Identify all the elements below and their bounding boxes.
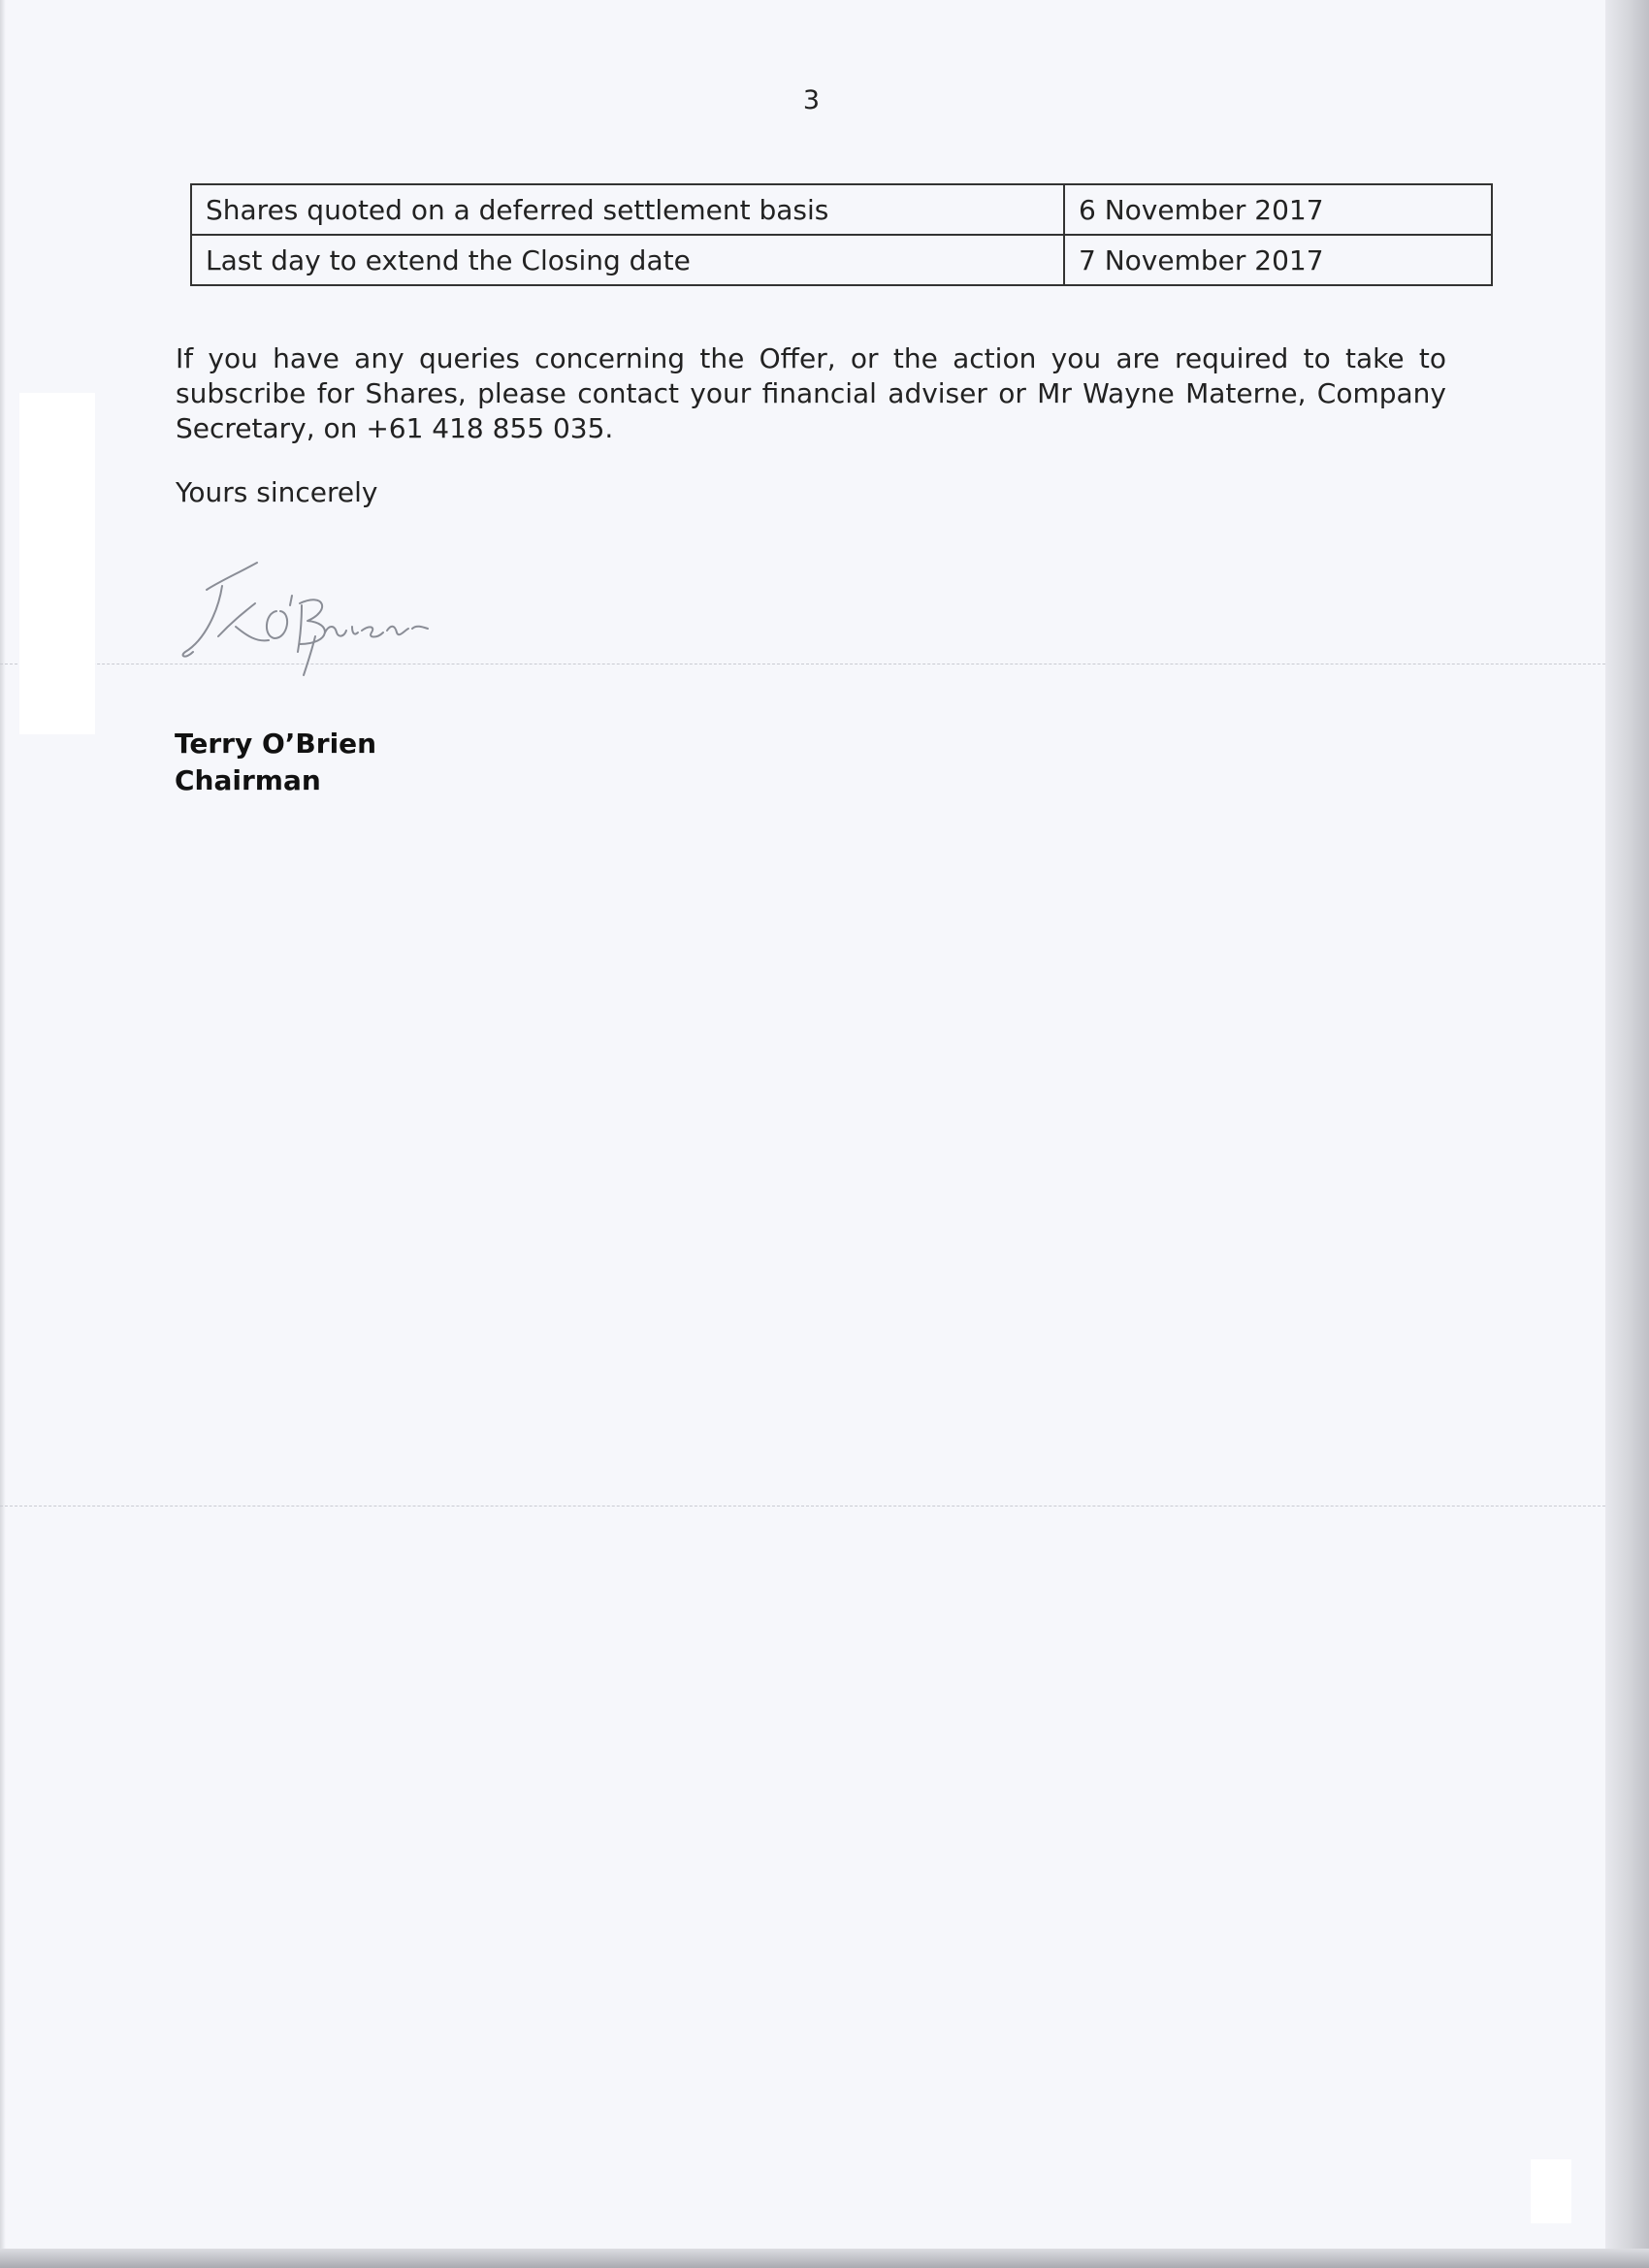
signatory-title: Chairman bbox=[175, 764, 321, 796]
table-cell-event: Last day to extend the Closing date bbox=[191, 235, 1064, 285]
page-number: 3 bbox=[802, 85, 821, 115]
table-row bbox=[191, 235, 1492, 285]
signatory-block bbox=[175, 726, 376, 799]
queries-paragraph: If you have any queries concerning the Offer, or the action you are required to take to subscribe for Shares, please contact your financial adviser or Mr Wayne Materne, Company Secretary, on +61 418 855 035. bbox=[176, 342, 1446, 444]
table-row bbox=[191, 184, 1492, 235]
scan-edge-bottom bbox=[0, 2249, 1649, 2268]
closing-salutation: Yours sincerely bbox=[176, 476, 378, 508]
table-cell-event: Shares quoted on a deferred settlement basis bbox=[191, 184, 1064, 235]
scan-edge-left bbox=[0, 0, 6, 2268]
table-cell-date: 6 November 2017 bbox=[1064, 184, 1492, 235]
redaction-block bbox=[19, 393, 95, 734]
handwritten-signature bbox=[179, 543, 461, 679]
signatory-name: Terry O’Brien bbox=[175, 728, 377, 760]
redaction-block bbox=[1531, 2159, 1571, 2223]
paper-fold-line bbox=[0, 1506, 1605, 1507]
table-cell-date: 7 November 2017 bbox=[1064, 235, 1492, 285]
scan-edge-right bbox=[1605, 0, 1649, 2268]
timetable bbox=[190, 183, 1493, 286]
